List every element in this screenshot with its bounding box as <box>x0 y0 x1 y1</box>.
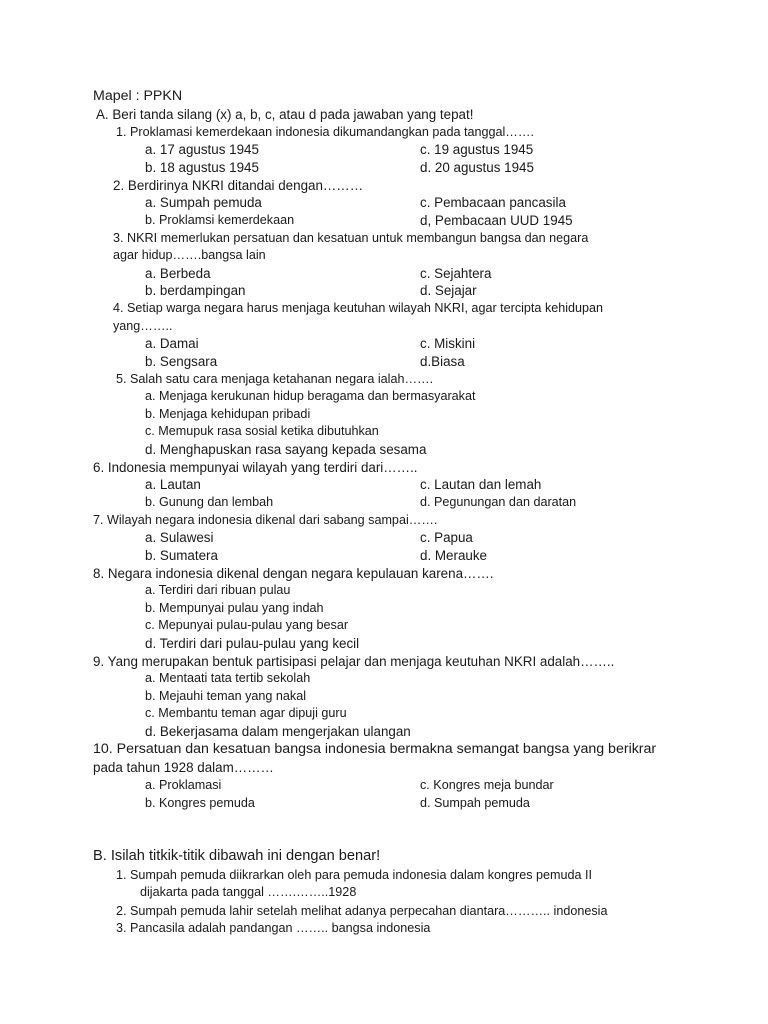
subject-header: Mapel : PPKN <box>93 88 183 104</box>
q5-option-d: d. Menghapuskan rasa sayang kepada sesama <box>145 442 427 457</box>
q4-option-a: a. Damai <box>145 336 199 351</box>
q8-option-a: a. Terdiri dari ribuan pulau <box>145 583 291 597</box>
q9-option-a: a. Mentaati tata tertib sekolah <box>145 671 311 685</box>
fill-in-2: 2. Sumpah pemuda lahir setelah melihat adanya perpecahan diantara……….. indonesia <box>116 904 608 918</box>
q2-option-b: b. Proklamsi kemerdekaan <box>145 213 295 227</box>
q4-option-b: b. Sengsara <box>145 354 218 369</box>
q10-option-d: d. Sumpah pemuda <box>420 796 530 810</box>
q10-option-a: a. Proklamasi <box>145 778 222 792</box>
question-4: 4. Setiap warga negara harus menjaga keutuhan wilayah NKRI, agar tercipta kehidupan <box>113 301 604 315</box>
q4-option-c: c. Miskini <box>420 336 476 351</box>
section-b-instruction: B. Isilah titkik-titik dibawah ini dengan benar! <box>93 848 381 864</box>
q6-option-b: b. Gunung dan lembah <box>145 495 274 509</box>
q5-option-c: c. Memupuk rasa sosial ketika dibutuhkan <box>145 424 379 438</box>
q1-option-d: d. 20 agustus 1945 <box>420 160 534 175</box>
q1-option-a: a. 17 agustus 1945 <box>145 142 259 157</box>
q7-option-c: c. Papua <box>420 530 473 545</box>
question-2: 2. Berdirinya NKRI ditandai dengan……… <box>113 178 364 193</box>
q4-option-d: d.Biasa <box>420 354 465 369</box>
q9-option-c: c. Membantu teman agar dipuji guru <box>145 706 347 720</box>
question-7: 7. Wilayah negara indonesia dikenal dari sabang sampai……. <box>93 513 438 527</box>
q3-option-d: d. Sejajar <box>420 283 477 298</box>
q8-option-d: d. Terdiri dari pulau-pulau yang kecil <box>145 636 360 651</box>
q2-option-a: a. Sumpah pemuda <box>145 195 262 210</box>
question-3-cont: agar hidup…….bangsa lain <box>113 248 266 262</box>
q5-option-a: a. Menjaga kerukunan hidup beragama dan bermasyarakat <box>145 389 476 403</box>
q2-option-c: c. Pembacaan pancasila <box>420 195 566 210</box>
q3-option-b: b. berdampingan <box>145 283 246 298</box>
fill-in-3: 3. Pancasila adalah pandangan …….. bangsa indonesia <box>116 921 431 935</box>
q2-option-d: d, Pembacaan UUD 1945 <box>420 213 573 228</box>
question-9: 9. Yang merupakan bentuk partisipasi pelajar dan menjaga keutuhan NKRI adalah…….. <box>93 654 615 669</box>
q8-option-b: b. Mempunyai pulau yang indah <box>145 601 324 615</box>
q10-option-b: b. Kongres pemuda <box>145 796 255 810</box>
fill-in-1: 1. Sumpah pemuda diikrarkan oleh para pemuda indonesia dalam kongres pemuda II <box>116 868 593 882</box>
q3-option-c: c. Sejahtera <box>420 266 492 281</box>
fill-in-1-cont: dijakarta pada tanggal …….……..1928 <box>140 885 357 899</box>
question-10-cont: pada tahun 1928 dalam……… <box>93 760 274 775</box>
question-8: 8. Negara indonesia dikenal dengan negara kepulauan karena……. <box>93 566 494 581</box>
q6-option-c: c. Lautan dan lemah <box>420 477 542 492</box>
question-1: 1. Proklamasi kemerdekaan indonesia dikumandangkan pada tanggal……. <box>116 125 534 139</box>
q5-option-b: b. Menjaga kehidupan pribadi <box>145 407 311 421</box>
section-a-instruction: A. Beri tanda silang (x) a, b, c, atau d pada jawaban yang tepat! <box>96 107 474 122</box>
q10-option-c: c. Kongres meja bundar <box>420 778 554 792</box>
question-3: 3. NKRI memerlukan persatuan dan kesatuan untuk membangun bangsa dan negara <box>113 231 589 245</box>
q3-option-a: a. Berbeda <box>145 266 211 281</box>
question-6: 6. Indonesia mempunyai wilayah yang terdiri dari…….. <box>93 460 418 475</box>
q9-option-d: d. Bekerjasama dalam mengerjakan ulangan <box>145 724 411 739</box>
q7-option-a: a. Sulawesi <box>145 530 214 545</box>
q1-option-c: c. 19 agustus 1945 <box>420 142 534 157</box>
q7-option-b: b. Sumatera <box>145 548 218 563</box>
q1-option-b: b. 18 agustus 1945 <box>145 160 259 175</box>
q6-option-d: d. Pegunungan dan daratan <box>420 495 577 509</box>
q7-option-d: d. Merauke <box>420 548 487 563</box>
q8-option-c: c. Mepunyai pulau-pulau yang besar <box>145 618 349 632</box>
q9-option-b: b. Mejauhi teman yang nakal <box>145 689 307 703</box>
q6-option-a: a. Lautan <box>145 477 201 492</box>
question-10: 10. Persatuan dan kesatuan bangsa indonesia bermakna semangat bangsa yang berikrar <box>93 741 657 757</box>
question-5: 5. Salah satu cara menjaga ketahanan negara ialah……. <box>116 372 434 386</box>
question-4-cont: yang…….. <box>113 319 173 333</box>
